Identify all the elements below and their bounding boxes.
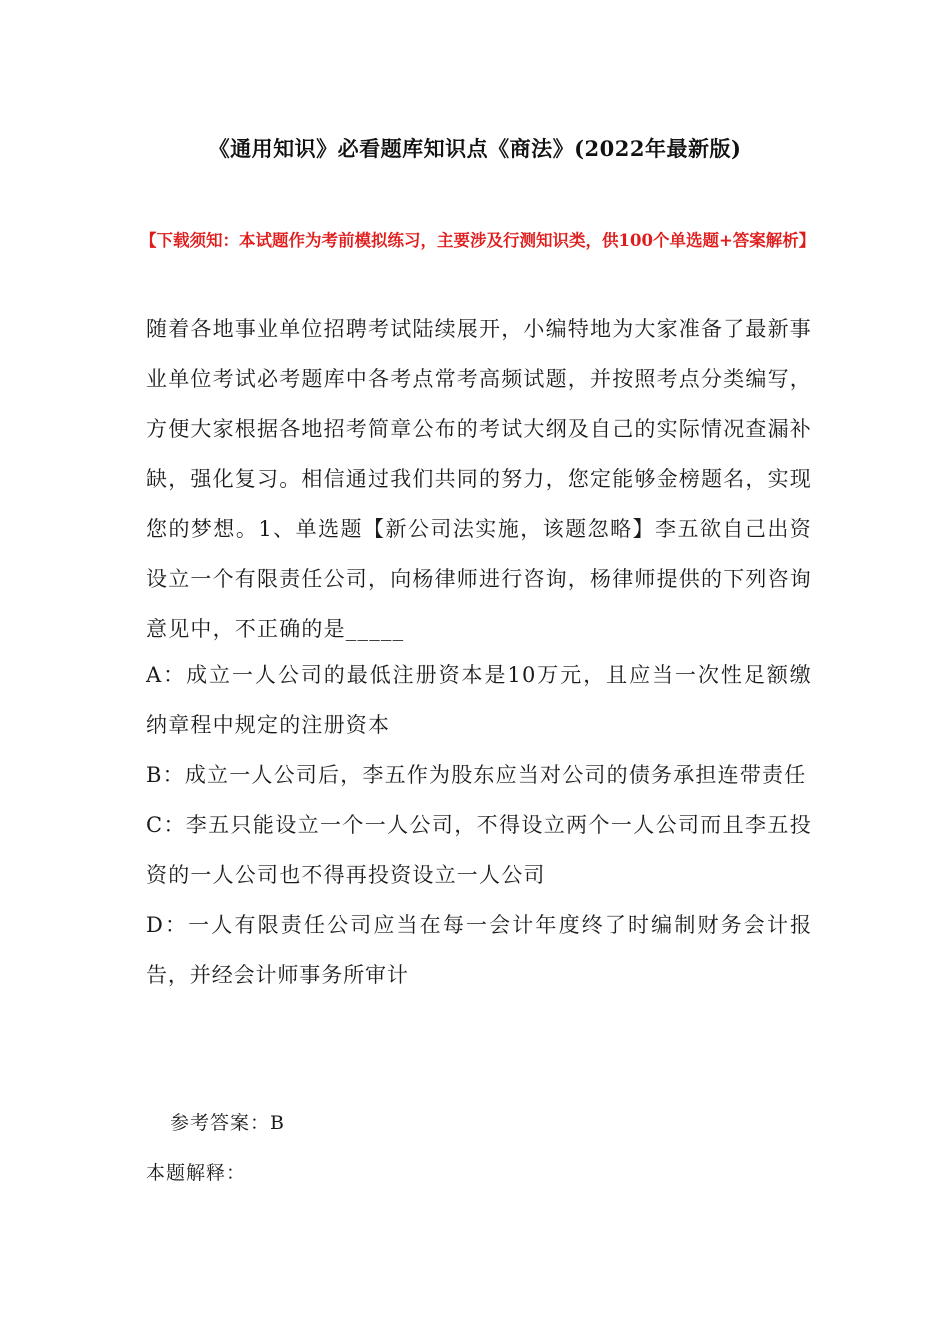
- option-c: C：李五只能设立一个一人公司，不得设立两个一人公司而且李五投资的一人公司也不得再投资设立一人公司: [146, 813, 812, 887]
- explanation-label: 本题解释：: [146, 1162, 247, 1184]
- download-notice: 【下载须知：本试题作为考前模拟练习，主要涉及行测知识类，供100个单选题+答案解析】: [140, 231, 816, 250]
- reference-answer: 参考答案：B: [170, 1112, 285, 1134]
- document-title: 《通用知识》必看题库知识点《商法》(2022年最新版): [208, 136, 742, 161]
- option-a: A：成立一人公司的最低注册资本是10万元，且应当一次性足额缴纳章程中规定的注册资本: [146, 663, 812, 737]
- option-b: B：成立一人公司后，李五作为股东应当对公司的债务承担连带责任: [146, 763, 807, 787]
- option-d: D：一人有限责任公司应当在每一会计年度终了时编制财务会计报告，并经会计师事务所审计: [146, 913, 812, 987]
- intro-paragraph: 随着各地事业单位招聘考试陆续展开，小编特地为大家准备了最新事业单位考试必考题库中各考点常考高频试题，并按照考点分类编写，方便大家根据各地招考简章公布的考试大纲及自己的实际情况查漏补缺，强化复习。相信通过我们共同的努力，您定能够金榜题名，实现您的梦想。1、单选题【新公司法实施，该题忽略】李五欲自己出资设立一个有限责任公司，向杨律师进行咨询，杨律师提供的下列咨询意见中，不正确的是_____: [146, 317, 812, 641]
